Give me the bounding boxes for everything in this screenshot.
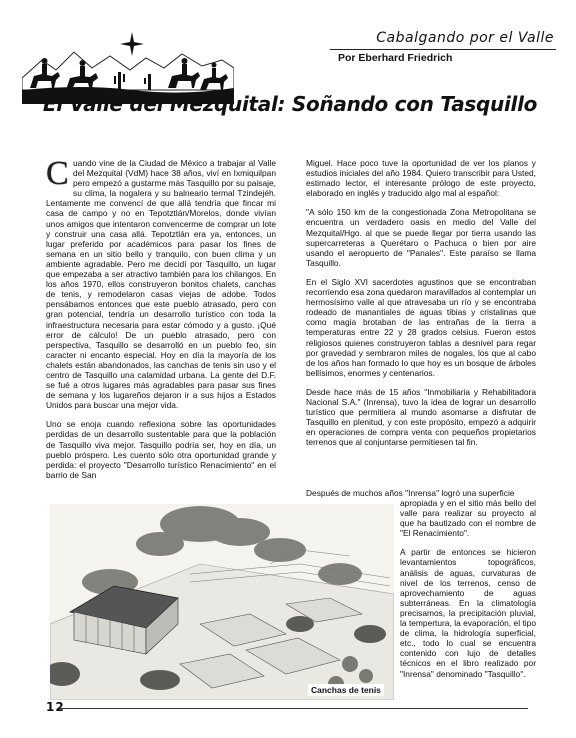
header-rule — [330, 49, 556, 50]
paragraph: Desde hace más de 15 años "Inmobiliaria y Rehabilitadora Nacional S.A." (Inrensa), tuvo la idea de lograr un desarrollo turístico que permitiera al mundo asomarse a disfrutar de Tasquillo en plenitud, y con este propósito, empezó a adquirir en operaciones de compra venta con pequeños propietarios terrenos que al conjuntarse permitiesen tal fin. — [306, 386, 536, 448]
image-caption: Canchas de tenis — [308, 684, 384, 696]
page-number: 12 — [46, 700, 65, 714]
compass-star-icon — [120, 32, 144, 56]
paragraph: apropiada y en el sitio más bello del valle para realizar su proyecto al que ha bautizado con el nombre de "El Renacimiento". — [400, 498, 536, 539]
paragraph: En el Siglo XVI sacerdotes agustinos que se encontraban recorriendo esa zona quedaron maravillados al contemplar un hermosísimo valle al que atravesaba un río y se encontraba rodeado de manantiales de aguas tibias y cristalinas que como magia brotaban de las entrañas de la tierra a temperaturas entre 22 y 28 grados celsius. Fueron estos religiosos quienes construyeron tablas a desnivel para regar por gravedad y sembraron miles de nogales, los que al cabo de los años han formado lo que hoy es un bosque de árboles bellísimos, enormes y centenarios. — [306, 276, 536, 378]
paragraph: A partir de entonces se hicieron levantamientos topográficos, análisis de aguas, curvaturas de nivel de los terrenos, censo de aprovechamiento de aguas subterráneas. En la climatología precisamos, la precipitación pluvial, la tempertura, la evaporación, el tipo de clima, la hidrología superficial, etc., todo lo cual se encuentra contenido con lujo de detalles técnicos en el libro realizado por "Inrensa" denominado "Tasquillo". — [400, 547, 536, 679]
author-byline: Por Eberhard Friedrich — [338, 52, 453, 64]
paragraph-text: uando vine de la Ciudad de México a trabajar al Valle del Mezquital (VdM) hace 38 años, viví en Ixmiquilpan pero empezó a gustarme más Tasquillo por su paisaje, su clima, la nogalera y su balneario termal Tzindejéh. Lentamente me convencí de que allá tendría que fincar mi casa de campo y no en Tepotztlán/Morelos, donde vivían unos amigos que intentaron convencerme de comprar un lote y construir una casa allá. Tepotztlán era ya, entonces, un lugar preferido por académicos para pasar los fines de semana en un sitio bello y tranquilo, con buen clima y un ambiente agradable. Pero me decidí por Tasquillo, un lugar que empezaba a ser atractivo también para los chilangos. En los años 1970, ellos construyeron bonitos chalets, canchas de tenis, y remodelaron casas viejas de adobe. Todos pensábamos entonces que este pueblo atrasado, pero con gran potencial, tendría un desarrollo turístico con toda la infraestructura necesaria para estar cómodo y a gusto. ¡Qué error de cálculo! De un pueblo atrasado, pero con perspectiva, Tasquillo se desarrolló en un pueblo feo, sin caracter ni encanto especial. Hoy en día la mayoría de los chalets están abandonados, las canchas de tenis sin uso y el centro de Tasquillo una calamidad urbana. La gente del D.F. se fué a otros lugares más agradables para pasar sus fines de semana y los lugareños dejaron ir a sus hijos a Estados Unidos para buscar una mejor vida. — [46, 158, 276, 411]
paragraph: Uno se enoja cuando reflexiona sobre las oportunidades perdidas de un desarrollo sustentable para que la población de Tasquillo viva mejor. Tasquillo podría ser, hoy en día, un pueblo próspero. Les cuento sólo otra oportunidad grande y perdida: el proyecto "Desarrollo turístico Renacimiento" en el barrio de San — [46, 419, 276, 480]
resort-illustration — [50, 504, 394, 700]
wrap-intro — [306, 488, 536, 498]
paragraph: Después de muchos años "Inrensa" logró una superficie — [306, 488, 515, 498]
resort-sketch-image — [50, 504, 394, 700]
left-column — [46, 155, 276, 489]
paragraph: Miguel. Hace poco tuve la oportunidad de ver los planos y estudios iniciales del año 1984. Quiero transcribir para Usted, estimado lector, el interesante prólogo de este proyecto, elaborado en inglés y traducido algo mal al español: — [306, 158, 536, 199]
paragraph: "A sólo 150 km de la congestionada Zona Metropolitana se encuentra un verdadero oasis en medio del Valle del Mezquital/Hgo. al que se puede llegar por tierra usando las supercarreteras a Querétaro o Pachuca o bien por aire usando el aeropuerto de "Panales". Este paraíso se llama Tasquillo. — [306, 207, 536, 268]
right-column — [306, 158, 536, 456]
footer-rule — [58, 708, 528, 709]
column-title: Cabalgando por el Valle — [376, 30, 554, 46]
wrapped-column — [400, 498, 536, 688]
article-title: El Valle del Mezquital: Soñando con Tasquillo — [42, 92, 538, 116]
paragraph — [46, 155, 276, 411]
drop-cap: C — [46, 155, 69, 192]
